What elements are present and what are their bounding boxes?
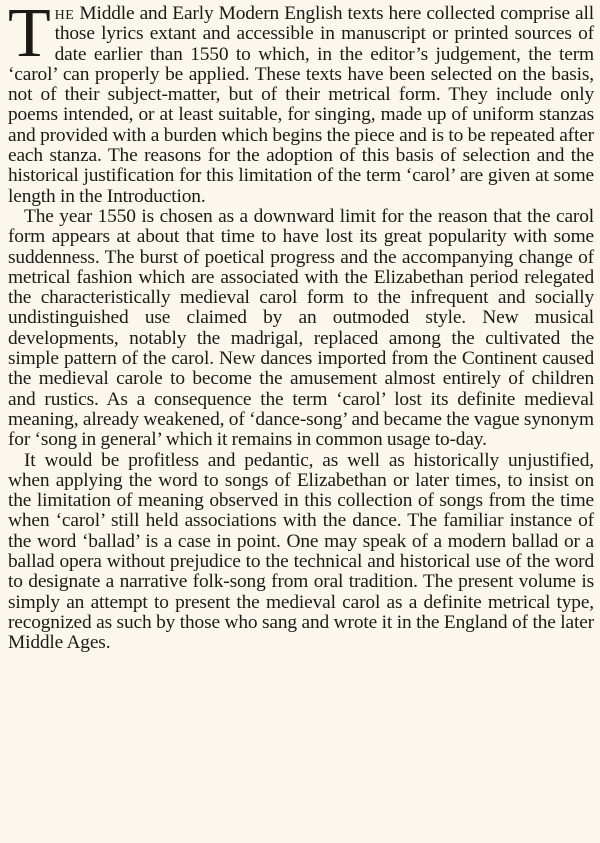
paragraph-3-text: It would be profitless and pedantic, as well as historically unjustified, when applying the word to songs of Elizabethan or later times, to insist on the limitation of meaning observed in this collection of songs from the time when ‘carol’ still held associations with the dance. The familiar instance of the word ‘ballad’ is a case in point. One may speak of a modern ballad or a ballad opera without prejudice to the technical and historical use of the word to designate a narrative folk-song from oral tradition. The present volume is simply an attempt to present the medieval carol as a definite metrical type, recognized as such by those who sang and wrote it in the England of the later Middle Ages. (8, 449, 594, 654)
paragraph-1-text: Middle and Early Modern English texts here collected comprise all those lyrics extant and accessible in manuscript or printed sources of date earlier than 1550 to which, in the editor’s judgement, the term ‘carol’ can properly be applied. These texts have been selected on the basis, not of their subject-matter, but of their metrical form. They include only poems intended, or at least suitable, for singing, made up of uniform stanzas and provided with a burden which begins the piece and is to be repeated after each stanza. The reasons for the adoption of this basis of selection and the historical justification for this limitation of the term ‘carol’ are given at some length in the Introduction. (8, 3, 594, 207)
paragraph-2-text: The year 1550 is chosen as a downward limit for the reason that the carol form appears at about that time to have lost its great popularity with some suddenness. The burst of poetical progress and the accompanying change of metrical fashion which are associated with the Elizabethan period relegated the characteristically medieval carol form to the infrequent and socially undistinguished use claimed by an outmoded style. New musical developments, notably the madrigal, replaced among the cultivated the simple pattern of the carol. New dances imported from the Continent caused the medieval carole to become the amusement almost entirely of children and rustics. As a consequence the term ‘carol’ lost its definite medieval meaning, already weakened, of ‘dance-song’ and became the vague synonym for ‘song in general’ which it remains in common usage to-day. (8, 205, 594, 451)
paragraph-2 (8, 207, 594, 451)
paragraph-3 (8, 451, 594, 654)
paragraph-1 (8, 0, 594, 207)
lead-small-caps: he (54, 3, 75, 24)
drop-cap-letter: T (8, 0, 51, 72)
